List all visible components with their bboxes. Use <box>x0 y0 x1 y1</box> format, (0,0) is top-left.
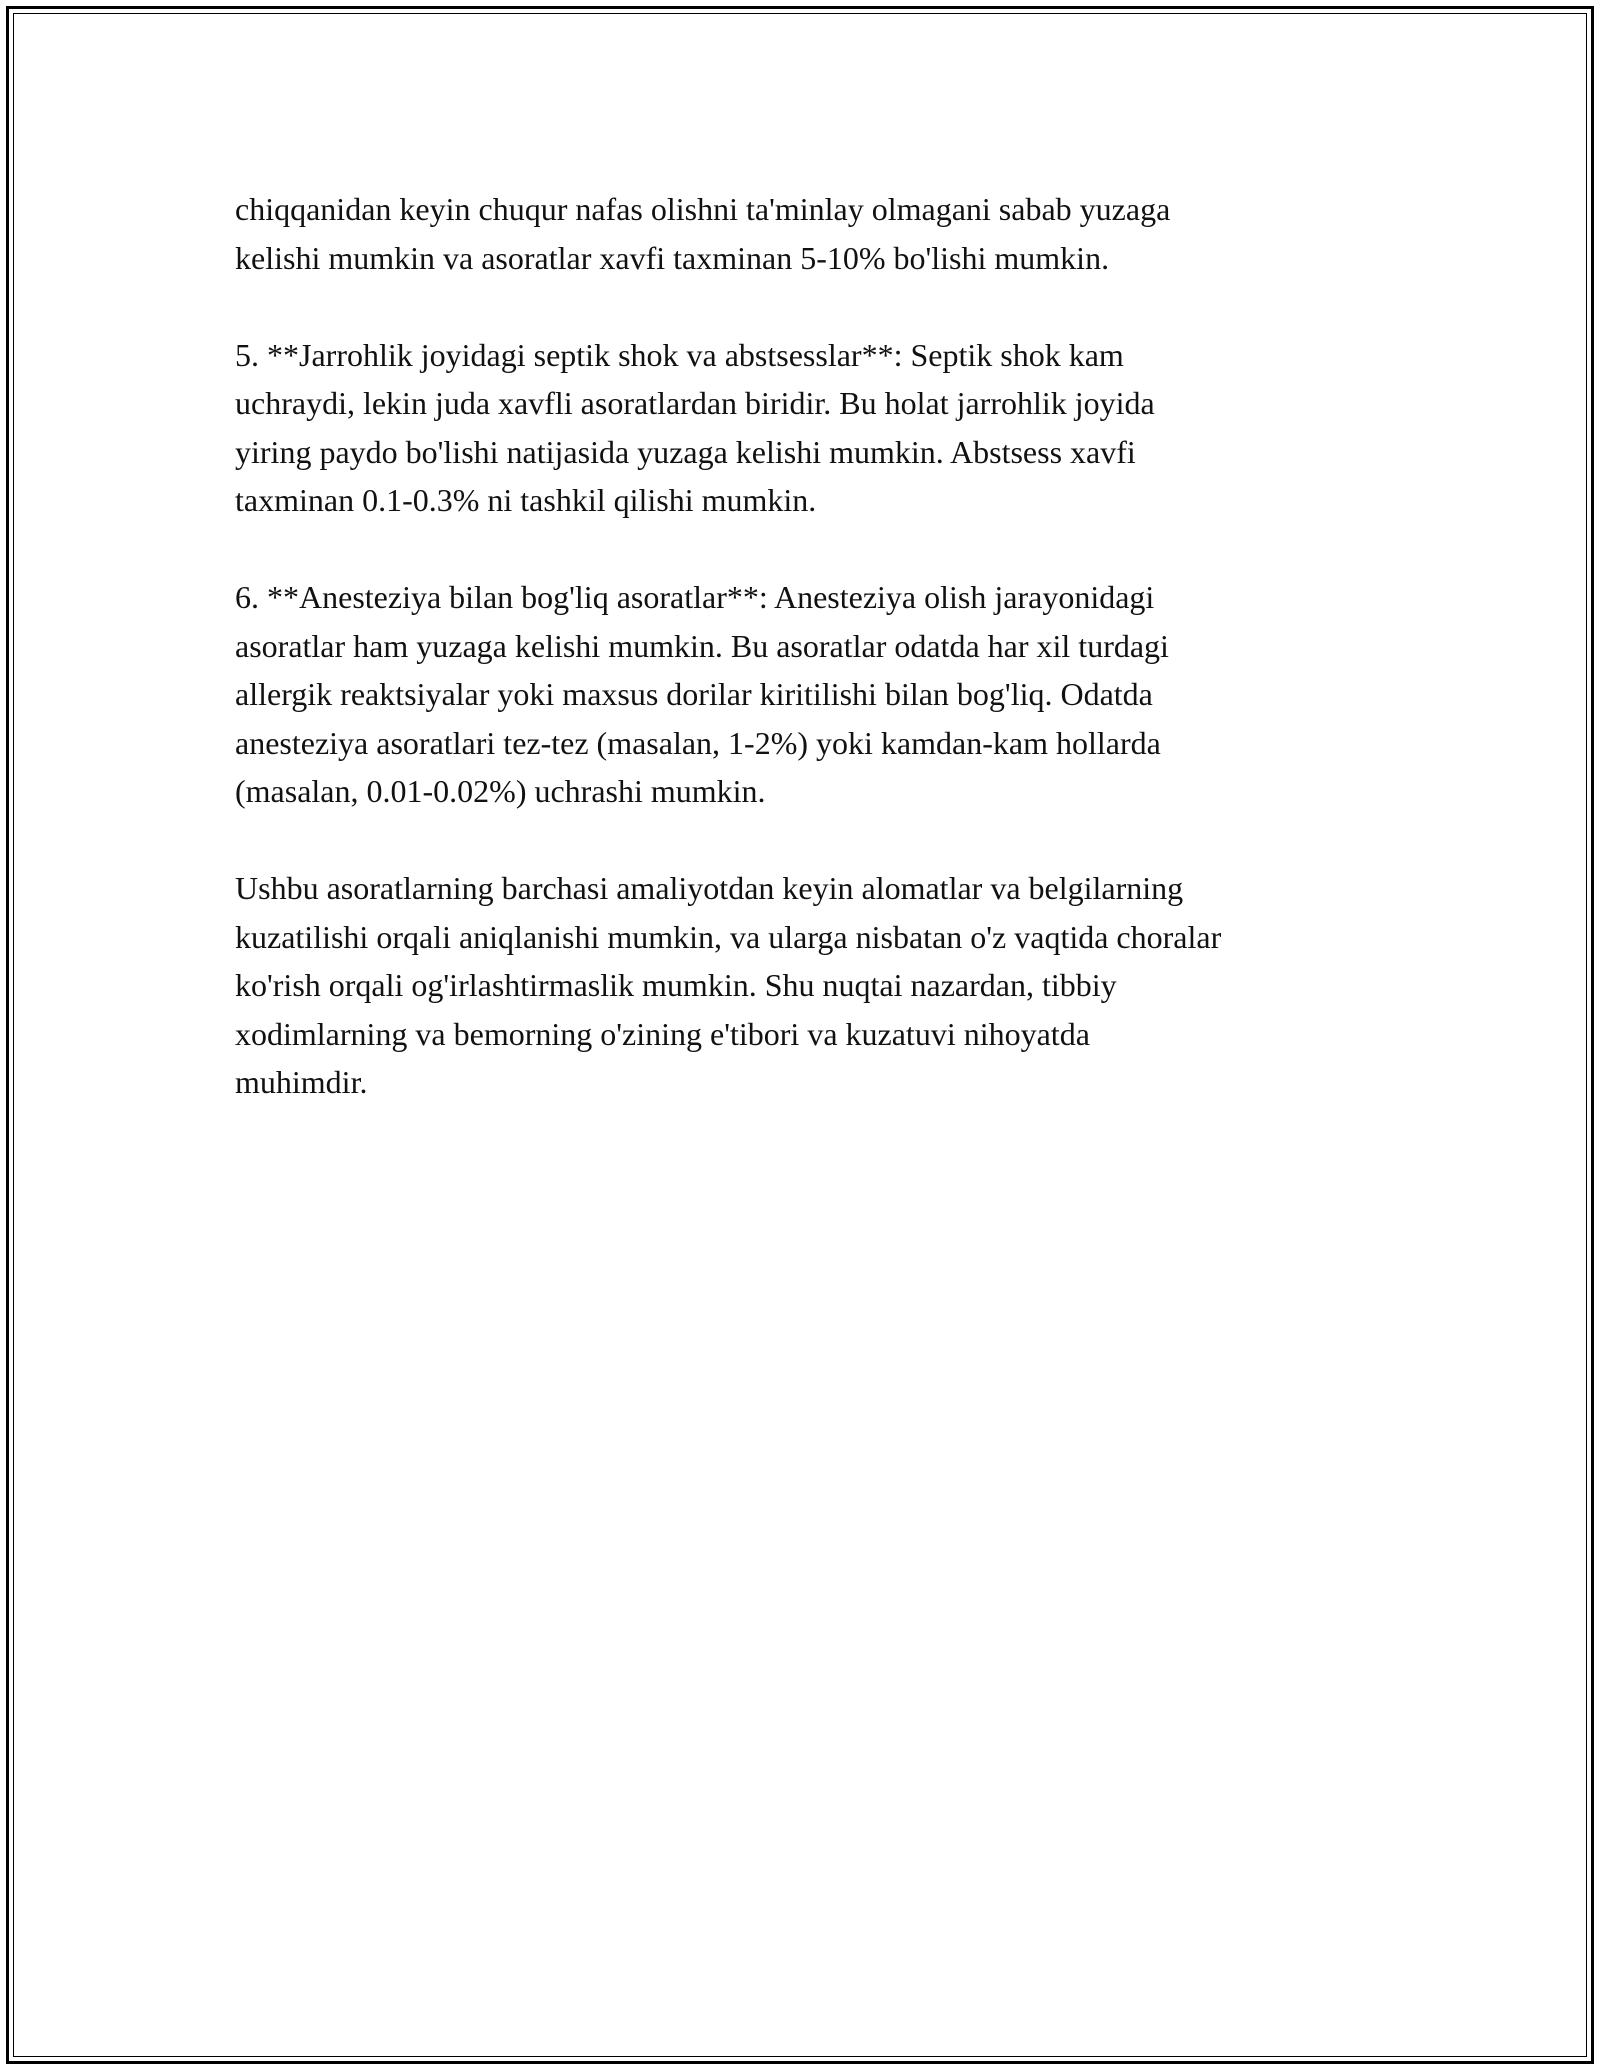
paragraph-continuation: chiqqanidan keyin chuqur nafas olishni ta'minlay olmagani sabab yuzaga kelishi mumkin va asoratlar xavfi taxminan 5-10% bo'lishi mumkin. <box>235 191 1171 276</box>
paragraph-conclusion: Ushbu asoratlarning barchasi amaliyotdan keyin alomatlar va belgilarning kuzatilishi orqali aniqlanishi mumkin, va ularga nisbatan o'z vaqtida choralar ko'rish orqali og'irlashtirmaslik mumkin. Shu nuqtai nazardan, tibbiy xodimlarning va bemorning o'zining e'tibori va kuzatuvi nihoyatda muhimdir. <box>235 870 1222 1100</box>
paragraph-item-5-septic-shock: 5. **Jarrohlik joyidagi septik shok va abstsesslar**: Septik shok kam uchraydi, lekin juda xavfli asoratlardan biridir. Bu holat jarrohlik joyida yiring paydo bo'lishi natijasida yuzaga kelishi mumkin. Abstsess xavfi taxminan 0.1-0.3% ni tashkil qilishi mumkin. <box>235 336 1155 518</box>
paragraph-item-6-anesthesia: 6. **Anesteziya bilan bog'liq asoratlar**: Anesteziya olish jarayonidagi asoratlar ham yuzaga kelishi mumkin. Bu asoratlar odatda har xil turdagi allergik reaktsiyalar yoki maxsus dorilar kiritilishi bilan bog'liq. Odatda anesteziya asoratlari tez-tez (masalan, 1-2%) yoki kamdan-kam hollarda (masalan, 0.01-0.02%) uchrashi mumkin. <box>235 579 1169 809</box>
document-body <box>235 185 1395 1155</box>
